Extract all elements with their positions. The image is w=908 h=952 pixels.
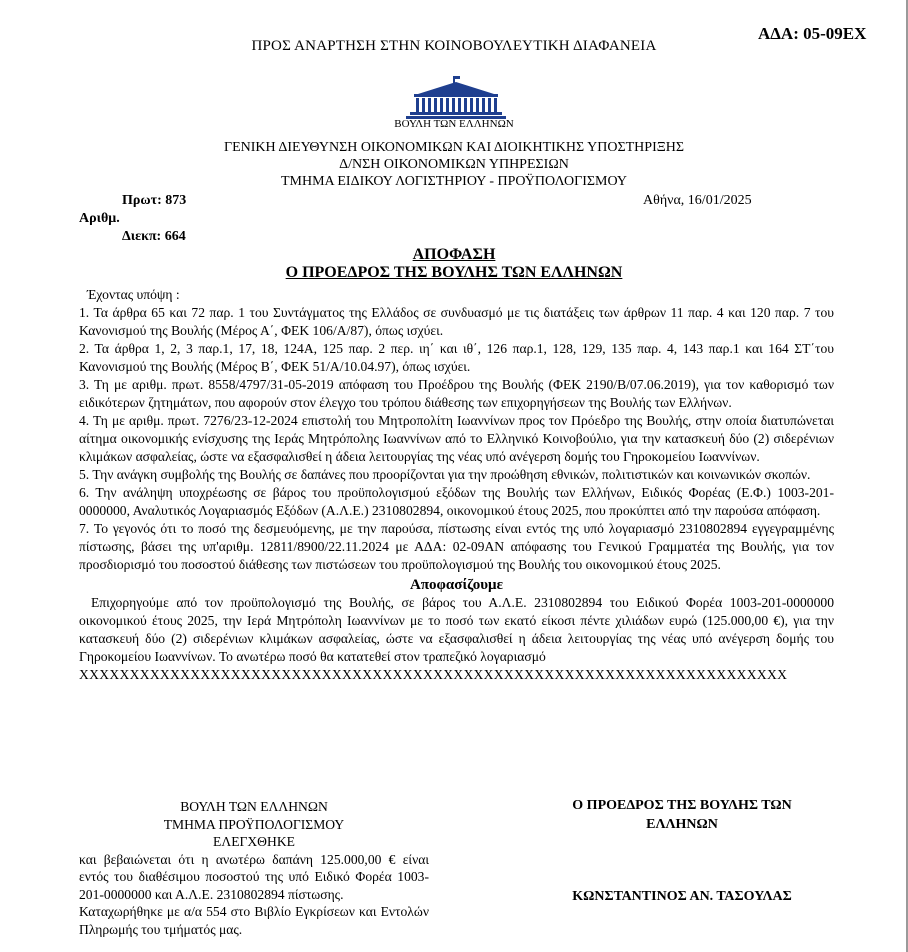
budget-check-block: [79, 798, 429, 938]
publication-header: ΠΡΟΣ ΑΝΑΡΤΗΣΗ ΣΤΗΝ ΚΟΙΝΟΒΟΥΛΕΥΤΙΚΗ ΔΙΑΦΑΝΕΙΑ: [251, 38, 657, 54]
president-title: Ο ΠΡΟΕΔΡΟΣ ΤΗΣ ΒΟΥΛΗΣ ΤΩΝ ΕΛΛΗΝΩΝ: [572, 798, 792, 832]
dept-line-2: Δ/ΝΣΗ ΟΙΚΟΝΟΜΙΚΩΝ ΥΠΗΡΕΣΙΩΝ: [339, 157, 569, 172]
place-date: Αθήνα, 16/01/2025: [643, 193, 752, 208]
checked-label: ΕΛΕΓΧΘΗΚΕ: [213, 834, 295, 849]
check-dept: ΤΜΗΜΑ ΠΡΟΫΠΟΛΟΓΙΣΜΟΥ: [163, 816, 345, 832]
intro-text: Έχοντας υπόψη :: [87, 287, 180, 302]
dept-line-3: ΤΜΗΜΑ ΕΙΔΙΚΟΥ ΛΟΓΙΣΤΗΡΙΟΥ - ΠΡΟΫΠΟΛΟΓΙΣΜΟΥ: [280, 174, 628, 189]
decision-text: Επιχορηγούμε από τον προϋπολογισμό της Βουλής, σε βάρος του Α.Λ.Ε. 2310802894 του Ειδικού Φορέα 1003-201-0000000 οικονομικού έτους 2025, την Ιερά Μητρόπολη Ιωαννίνων με το ποσό των εκατό είκοσι πέντε χιλιάδων ευρώ (125.000,00 €), για την κατασκευή δύο (2) σιδερένιων κλιμάκων ασφαλείας, ώστε να εξασφαλισθεί η άδεια λειτουργίας της νέας υπό ανέγερση δομής του Γηροκομείου Ιωαννίνων. Το ανωτέρω ποσό θα κατατεθεί στον τραπεζικό λογαριασμό: [79, 595, 834, 664]
number-label: Αριθμ.: [79, 211, 120, 226]
document-title: ΑΠΟΦΑΣΗ: [412, 246, 496, 263]
check-text: και βεβαιώνεται ότι η ανωτέρω δαπάνη 125.000,00 € είναι εντός του διαθέσιμου ποσοστού της υπό Ειδικό Φορέα 1003-201-0000000 και Α.Λ.Ε. 2310802894 πίστωσης.: [79, 851, 429, 902]
document-subtitle: Ο ΠΡΟΕΔΡΟΣ ΤΗΣ ΒΟΥΛΗΣ ΤΩΝ ΕΛΛΗΝΩΝ: [285, 264, 623, 281]
document-body: [79, 286, 834, 684]
dept-line-1: ΓΕΝΙΚΗ ΔΙΕΥΘΥΝΣΗ ΟΙΚΟΝΟΜΙΚΩΝ ΚΑΙ ΔΙΟΙΚΗΤΙΚΗΣ ΥΠΟΣΤΗΡΙΞΗΣ: [223, 140, 684, 155]
redacted-account: XXXXXXXXXXXXXXXXXXXXXXXXXXXXXXXXXXXXXXXXXXXXXXXXXXXXXXXXXXXXXXXXXXXXXX: [79, 667, 788, 682]
signer-name: ΚΩΝΣΤΑΝΤΙΝΟΣ ΑΝ. ΤΑΣΟΥΛΑΣ: [572, 889, 792, 904]
consideration-item: 3. Τη με αριθμ. πρωτ. 8558/4797/31-05-2019 απόφαση του Προέδρου της Βουλής (ΦΕΚ 2190/Β/07.06.2019), για τον καθορισμό των ειδικότερων ζητημάτων, που αφορούν στον έλεγχο του τρόπου διάθεσης των επιχορηγήσεων της Βουλής των Ελλήνων.: [79, 377, 834, 410]
logo-caption: ΒΟΥΛΗ ΤΩΝ ΕΛΛΗΝΩΝ: [394, 118, 514, 130]
ada-code: ΑΔΑ: 05-09ΕΧ: [758, 24, 867, 43]
consideration-item: 7. Το γεγονός ότι το ποσό της δεσμευόμενης, με την παρούσα, πίστωσης είναι εντός της υπό λογαριασμό 2310802894 εγγεγραμμένης πίστωσης, βάσει της υπ'αριθμ. 12811/8900/22.11.2024 με ΑΔΑ: 02-09ΑΝ απόφασης του Γενικού Γραμματέα της Βουλής, για τον προσδιορισμό του ποσοστού διάθεσης των πιστώσεων του προϋπολογισμού της Βουλής του οικονομικού έτους 2025.: [79, 521, 834, 572]
registry-text: Καταχωρήθηκε με α/α 554 στο Βιβλίο Εγκρίσεων και Εντολών Πληρωμής του τμήματός μας.: [79, 904, 429, 937]
consideration-item: 6. Την ανάληψη υποχρέωσης σε βάρος του προϋπολογισμού εξόδων της Βουλής των Ελλήνων, Ειδικός Φορέας (Ε.Φ.) 1003-201-0000000, Αναλυτικός Λογαριασμός Εξόδων (Α.Λ.Ε.) 2310802894, οικονομικού έτους 2025, που προκύπτει από την παρούσα απόφαση.: [79, 485, 834, 518]
consideration-item: 5. Την ανάγκη συμβολής της Βουλής σε δαπάνες που προορίζονται για την προώθηση εθνικών, πολιτιστικών και κοινωνικών σκοπών.: [79, 467, 811, 482]
consideration-item: 4. Τη με αριθμ. πρωτ. 7276/23-12-2024 επιστολή του Μητροπολίτη Ιωαννίνων προς τον Πρόεδρο της Βουλής, στην οποία διατυπώνεται αίτημα οικονομικής ενίσχυσης της Ιεράς Μητρόπολης Ιωαννίνων από το Ελληνικό Κοινοβούλιο, για την κατασκευή δύο (2) σιδερένιων κλιμάκων ασφαλείας, ώστε να εξασφαλισθεί η άδεια λειτουργίας της νέας υπό ανέγερση δομής του Γηροκομείου Ιωαννίνων.: [79, 413, 834, 464]
dispatch-number: Διεκπ: 664: [122, 229, 186, 244]
protocol-number: Πρωτ: 873: [122, 193, 187, 208]
consideration-item: 1. Τα άρθρα 65 και 72 παρ. 1 του Συντάγματος της Ελλάδος σε συνδυασμό με τις διατάξεις των άρθρων 11 παρ. 4 και 120 παρ. 7 του Κανονισμού της Βουλής (Μέρος Α΄, ΦΕΚ 106/Α/87), όπως ισχύει.: [79, 305, 834, 338]
check-org: ΒΟΥΛΗ ΤΩΝ ΕΛΛΗΝΩΝ: [180, 799, 328, 814]
consideration-item: 2. Τα άρθρα 1, 2, 3 παρ.1, 17, 18, 124Α, 125 παρ. 2 περ. ιη΄ και ιθ΄, 126 παρ.1, 128, 129, 135 παρ. 4, 143 παρ.1 και 164 ΣΤ΄του Κανονισμού της Βουλής (Μέρος Β΄, ΦΕΚ 51/Α/10.04.97), όπως ισχύει.: [79, 341, 834, 374]
decision-heading: Αποφασίζουμε: [410, 577, 503, 593]
